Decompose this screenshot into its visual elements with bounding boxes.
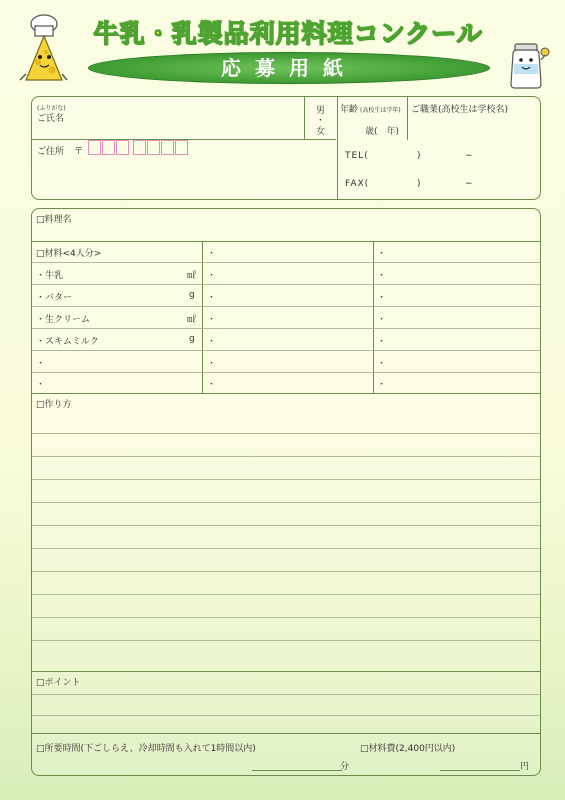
method-lines[interactable] [32, 393, 541, 671]
fax-field[interactable] [377, 177, 537, 193]
ingredient-name: ・ [36, 380, 46, 390]
address-field[interactable] [37, 159, 333, 197]
address-label: ご住所 [37, 147, 65, 157]
fax-close: ) [417, 179, 421, 189]
time-unit: 分 [340, 762, 350, 772]
bullet: ・ [207, 359, 217, 369]
ingredient-name: ・ [36, 359, 46, 369]
gender-separator: ・ [316, 116, 326, 126]
tel-label: TEL( [345, 151, 369, 161]
age-note: (高校生は学年) [360, 107, 401, 114]
time-field[interactable] [252, 757, 342, 771]
dish-name-field[interactable] [36, 223, 536, 239]
bullet: ・ [377, 315, 387, 325]
age-unit[interactable]: 歳( 年) [365, 127, 400, 137]
point-label: □ ポイント [36, 675, 81, 688]
tel-close: ) [417, 151, 421, 161]
cost-label: □ 材料費(2,400円以内) [360, 741, 455, 754]
dish-name-label: □ 料理名 [36, 212, 72, 225]
bullet: ・ [377, 271, 387, 281]
ingredients-label: □ 材料<4人分> [36, 246, 101, 259]
bullet: ・ [377, 337, 387, 347]
form-subtitle: 応募用紙 [221, 56, 357, 80]
postal-mark: 〒 [74, 147, 84, 157]
bullet: ・ [207, 337, 217, 347]
cheese-chef-mascot-icon [18, 14, 68, 86]
occupation-field[interactable] [410, 115, 538, 137]
bullet: ・ [207, 271, 217, 281]
name-field[interactable] [92, 101, 300, 135]
bullet: ・ [207, 315, 217, 325]
time-label: □ 所要時間(下ごしらえ、冷却時間も入れて1時間以内) [36, 741, 256, 754]
point-lines[interactable] [32, 671, 541, 733]
bullet: ・ [377, 359, 387, 369]
cost-field[interactable] [440, 757, 520, 771]
tel-dash: − [465, 151, 473, 161]
ingredient-name: ・生クリーム [36, 315, 91, 325]
ingredient-unit: ㎖ [187, 315, 197, 325]
ingredient-unit: ㎖ [187, 271, 197, 281]
ingredient-name: ・スキムミルク [36, 337, 99, 347]
tel-field[interactable] [377, 149, 537, 165]
name-label: ご氏名 [37, 114, 65, 124]
method-label: □ 作り方 [36, 397, 72, 410]
fax-label: FAX( [345, 179, 370, 189]
ingredient-name: ・バター [36, 293, 73, 303]
furigana-label: (ふりがな) [37, 105, 66, 112]
cost-unit: 円 [520, 762, 530, 772]
recipe-box [31, 208, 541, 776]
bullet: ・ [377, 249, 387, 259]
fax-dash: − [465, 179, 473, 189]
milk-bottle-mascot-icon [505, 40, 551, 90]
applicant-info-box [31, 96, 541, 200]
form-title: 牛乳・乳製品利用料理コンクール [93, 19, 483, 48]
ingredient-name: ・牛乳 [36, 271, 64, 281]
age-label: 年齢 [340, 105, 359, 115]
gender-female[interactable]: 女 [316, 127, 326, 137]
bullet: ・ [377, 380, 387, 390]
bullet: ・ [377, 293, 387, 303]
ingredient-unit: g [189, 290, 195, 300]
gender-male[interactable]: 男 [316, 106, 326, 116]
bullet: ・ [207, 293, 217, 303]
occupation-label: ご職業(高校生は学校名) [411, 105, 509, 115]
ingredient-unit: g [189, 334, 195, 344]
bullet: ・ [207, 380, 217, 390]
bullet: ・ [207, 249, 217, 259]
